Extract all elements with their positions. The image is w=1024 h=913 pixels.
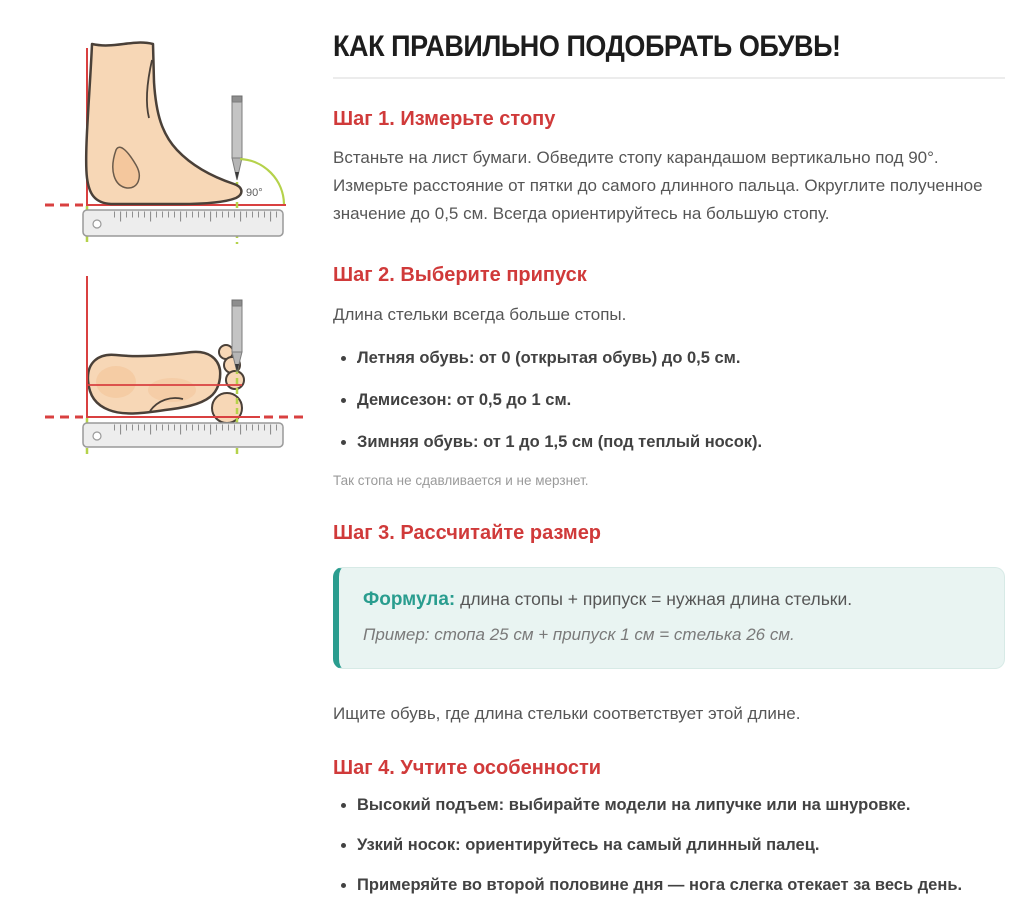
step-1-paragraph: Встаньте на лист бумаги. Обведите стопу карандашом вертикально под 90°. Измерьте расстояние от пятки до самого длинного пальца. Округлите полученное значение до 0,5 см. Всегда ориентируйтесь на большую стопу. xyxy=(333,147,983,223)
formula-label: Формула: xyxy=(363,589,456,611)
formula-example: Пример: стопа 25 см + припуск 1 см = стелька 26 см. xyxy=(363,625,795,645)
title-divider xyxy=(333,77,1005,79)
illustration-column xyxy=(0,0,333,913)
foot-side-view-illustration xyxy=(30,22,310,247)
angle-arc xyxy=(240,159,284,204)
ruler-icon xyxy=(83,210,283,236)
allowance-list xyxy=(333,346,1005,454)
step-2-heading: Шаг 2. Выберите припуск xyxy=(333,263,587,286)
formula-text: длина стопы + припуск = нужная длина стельки. xyxy=(455,589,853,610)
foot-side-shape xyxy=(86,43,241,204)
foot-top-shape xyxy=(88,345,244,423)
step-3-heading: Шаг 3. Рассчитайте размер xyxy=(333,522,602,545)
foot-top-view-illustration xyxy=(30,268,310,458)
page-title: КАК ПРАВИЛЬНО ПОДОБРАТЬ ОБУВЬ! xyxy=(333,30,841,63)
formula-callout xyxy=(333,567,1005,669)
formula-line xyxy=(363,585,980,614)
list-item: • Зимняя обувь: от 1 до 1,5 см (под теплый носок). xyxy=(357,430,1005,454)
pencil-icon xyxy=(232,96,242,180)
list-item: • Демисезон: от 0,5 до 1 см. xyxy=(357,388,1005,412)
list-item: • Узкий носок: ориентируйтесь на самый длинный палец. xyxy=(357,833,1005,858)
list-item: • Летняя обувь: от 0 (открытая обувь) до 0,5 см. xyxy=(357,346,1005,370)
fit-tips-list xyxy=(333,793,1005,898)
article-content xyxy=(333,0,1005,913)
angle-label: 90° xyxy=(246,187,263,199)
step-2-intro: Длина стельки всегда больше стопы. xyxy=(333,304,627,324)
step-1-heading: Шаг 1. Измерьте стопу xyxy=(333,107,556,130)
list-item: • Высокий подъем: выбирайте модели на липучке или на шнуровке. xyxy=(357,793,1005,818)
step-2-note: Так стопа не сдавливается и не мерзнет. xyxy=(333,472,589,488)
step-4-heading: Шаг 4. Учтите особенности xyxy=(333,757,602,780)
ruler-icon xyxy=(83,423,283,447)
list-item: • Примеряйте во второй половине дня — нога слегка отекает за весь день. xyxy=(357,873,1005,898)
step-3-paragraph: Ищите обувь, где длина стельки соответствует этой длине. xyxy=(333,704,801,724)
